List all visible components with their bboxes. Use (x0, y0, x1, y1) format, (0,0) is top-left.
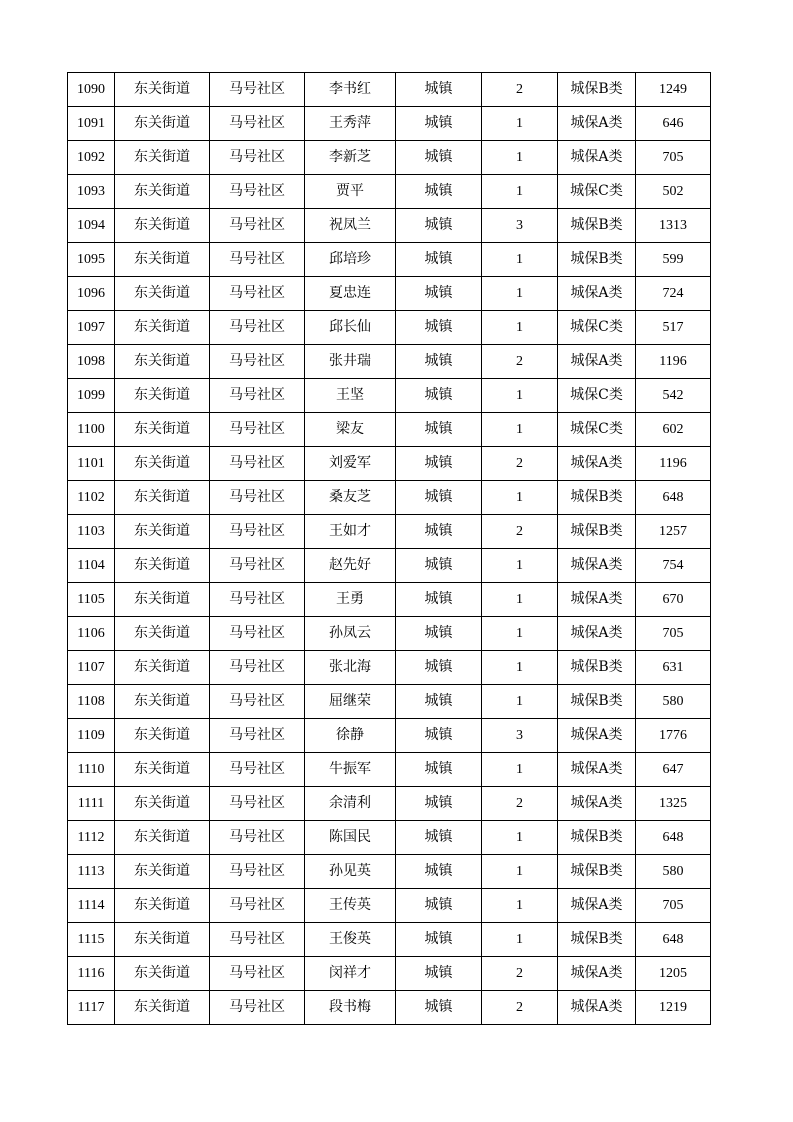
area-type-cell: 城镇 (396, 141, 482, 175)
persons-count-cell: 1 (482, 855, 558, 889)
community-cell: 马号社区 (210, 209, 305, 243)
category-cell: 城保C类 (558, 413, 636, 447)
table-row (68, 277, 711, 311)
community-cell: 马号社区 (210, 583, 305, 617)
area-type-cell: 城镇 (396, 481, 482, 515)
person-name-cell: 刘爱军 (305, 447, 396, 481)
table-row (68, 107, 711, 141)
row-number-cell: 1110 (68, 753, 115, 787)
table-row (68, 243, 711, 277)
row-number-cell: 1102 (68, 481, 115, 515)
row-number-cell: 1090 (68, 73, 115, 107)
amount-cell: 1196 (636, 447, 711, 481)
persons-count-cell: 1 (482, 107, 558, 141)
community-cell: 马号社区 (210, 481, 305, 515)
person-name-cell: 王传英 (305, 889, 396, 923)
street-cell: 东关街道 (115, 379, 210, 413)
category-cell: 城保A类 (558, 719, 636, 753)
persons-count-cell: 1 (482, 413, 558, 447)
row-number-cell: 1114 (68, 889, 115, 923)
amount-cell: 705 (636, 141, 711, 175)
street-cell: 东关街道 (115, 651, 210, 685)
amount-cell: 580 (636, 685, 711, 719)
area-type-cell: 城镇 (396, 345, 482, 379)
person-name-cell: 王勇 (305, 583, 396, 617)
persons-count-cell: 2 (482, 515, 558, 549)
street-cell: 东关街道 (115, 447, 210, 481)
amount-cell: 647 (636, 753, 711, 787)
area-type-cell: 城镇 (396, 277, 482, 311)
area-type-cell: 城镇 (396, 685, 482, 719)
persons-count-cell: 1 (482, 753, 558, 787)
person-name-cell: 李书红 (305, 73, 396, 107)
row-number-cell: 1109 (68, 719, 115, 753)
street-cell: 东关街道 (115, 821, 210, 855)
persons-count-cell: 1 (482, 379, 558, 413)
persons-count-cell: 1 (482, 583, 558, 617)
street-cell: 东关街道 (115, 549, 210, 583)
row-number-cell: 1094 (68, 209, 115, 243)
category-cell: 城保B类 (558, 243, 636, 277)
table-row (68, 481, 711, 515)
area-type-cell: 城镇 (396, 991, 482, 1025)
area-type-cell: 城镇 (396, 617, 482, 651)
street-cell: 东关街道 (115, 107, 210, 141)
table-row (68, 719, 711, 753)
area-type-cell: 城镇 (396, 413, 482, 447)
amount-cell: 542 (636, 379, 711, 413)
area-type-cell: 城镇 (396, 73, 482, 107)
area-type-cell: 城镇 (396, 719, 482, 753)
category-cell: 城保B类 (558, 481, 636, 515)
persons-count-cell: 1 (482, 277, 558, 311)
street-cell: 东关街道 (115, 209, 210, 243)
category-cell: 城保A类 (558, 957, 636, 991)
row-number-cell: 1103 (68, 515, 115, 549)
person-name-cell: 夏忠连 (305, 277, 396, 311)
category-cell: 城保A类 (558, 583, 636, 617)
person-name-cell: 祝凤兰 (305, 209, 396, 243)
community-cell: 马号社区 (210, 889, 305, 923)
street-cell: 东关街道 (115, 753, 210, 787)
persons-count-cell: 1 (482, 651, 558, 685)
community-cell: 马号社区 (210, 311, 305, 345)
person-name-cell: 邱培珍 (305, 243, 396, 277)
community-cell: 马号社区 (210, 651, 305, 685)
row-number-cell: 1113 (68, 855, 115, 889)
street-cell: 东关街道 (115, 481, 210, 515)
amount-cell: 1776 (636, 719, 711, 753)
persons-count-cell: 1 (482, 481, 558, 515)
community-cell: 马号社区 (210, 107, 305, 141)
persons-count-cell: 1 (482, 243, 558, 277)
table-row (68, 345, 711, 379)
community-cell: 马号社区 (210, 413, 305, 447)
persons-count-cell: 2 (482, 787, 558, 821)
person-name-cell: 张井瑞 (305, 345, 396, 379)
row-number-cell: 1108 (68, 685, 115, 719)
category-cell: 城保B类 (558, 209, 636, 243)
street-cell: 东关街道 (115, 413, 210, 447)
amount-cell: 648 (636, 821, 711, 855)
area-type-cell: 城镇 (396, 583, 482, 617)
category-cell: 城保B类 (558, 821, 636, 855)
area-type-cell: 城镇 (396, 957, 482, 991)
amount-cell: 1249 (636, 73, 711, 107)
row-number-cell: 1091 (68, 107, 115, 141)
table-row (68, 889, 711, 923)
community-cell: 马号社区 (210, 719, 305, 753)
community-cell: 马号社区 (210, 821, 305, 855)
amount-cell: 1196 (636, 345, 711, 379)
persons-count-cell: 1 (482, 549, 558, 583)
person-name-cell: 孙见英 (305, 855, 396, 889)
area-type-cell: 城镇 (396, 379, 482, 413)
person-name-cell: 张北海 (305, 651, 396, 685)
area-type-cell: 城镇 (396, 209, 482, 243)
persons-count-cell: 1 (482, 617, 558, 651)
person-name-cell: 王秀萍 (305, 107, 396, 141)
amount-cell: 1219 (636, 991, 711, 1025)
persons-count-cell: 1 (482, 141, 558, 175)
table-row (68, 583, 711, 617)
persons-count-cell: 1 (482, 821, 558, 855)
amount-cell: 602 (636, 413, 711, 447)
street-cell: 东关街道 (115, 719, 210, 753)
person-name-cell: 徐静 (305, 719, 396, 753)
row-number-cell: 1093 (68, 175, 115, 209)
persons-count-cell: 2 (482, 345, 558, 379)
table-row (68, 413, 711, 447)
area-type-cell: 城镇 (396, 175, 482, 209)
row-number-cell: 1098 (68, 345, 115, 379)
row-number-cell: 1116 (68, 957, 115, 991)
row-number-cell: 1095 (68, 243, 115, 277)
community-cell: 马号社区 (210, 957, 305, 991)
persons-count-cell: 1 (482, 923, 558, 957)
category-cell: 城保B类 (558, 651, 636, 685)
area-type-cell: 城镇 (396, 549, 482, 583)
amount-cell: 648 (636, 923, 711, 957)
person-name-cell: 王如才 (305, 515, 396, 549)
area-type-cell: 城镇 (396, 923, 482, 957)
community-cell: 马号社区 (210, 617, 305, 651)
amount-cell: 517 (636, 311, 711, 345)
persons-count-cell: 2 (482, 447, 558, 481)
amount-cell: 502 (636, 175, 711, 209)
street-cell: 东关街道 (115, 311, 210, 345)
category-cell: 城保A类 (558, 141, 636, 175)
community-cell: 马号社区 (210, 277, 305, 311)
person-name-cell: 邱长仙 (305, 311, 396, 345)
person-name-cell: 牛振军 (305, 753, 396, 787)
community-cell: 马号社区 (210, 447, 305, 481)
street-cell: 东关街道 (115, 685, 210, 719)
community-cell: 马号社区 (210, 379, 305, 413)
category-cell: 城保A类 (558, 889, 636, 923)
community-cell: 马号社区 (210, 991, 305, 1025)
community-cell: 马号社区 (210, 753, 305, 787)
street-cell: 东关街道 (115, 515, 210, 549)
person-name-cell: 闵祥才 (305, 957, 396, 991)
category-cell: 城保C类 (558, 379, 636, 413)
persons-count-cell: 1 (482, 311, 558, 345)
category-cell: 城保A类 (558, 277, 636, 311)
amount-cell: 1205 (636, 957, 711, 991)
community-cell: 马号社区 (210, 141, 305, 175)
category-cell: 城保B类 (558, 855, 636, 889)
persons-count-cell: 1 (482, 685, 558, 719)
row-number-cell: 1101 (68, 447, 115, 481)
area-type-cell: 城镇 (396, 889, 482, 923)
table-row (68, 175, 711, 209)
street-cell: 东关街道 (115, 175, 210, 209)
person-name-cell: 屈继荣 (305, 685, 396, 719)
amount-cell: 705 (636, 889, 711, 923)
street-cell: 东关街道 (115, 277, 210, 311)
table-row (68, 855, 711, 889)
area-type-cell: 城镇 (396, 651, 482, 685)
category-cell: 城保A类 (558, 991, 636, 1025)
amount-cell: 670 (636, 583, 711, 617)
row-number-cell: 1096 (68, 277, 115, 311)
person-name-cell: 赵先好 (305, 549, 396, 583)
table-row (68, 311, 711, 345)
table-row (68, 787, 711, 821)
table-row (68, 651, 711, 685)
amount-cell: 631 (636, 651, 711, 685)
table-row (68, 141, 711, 175)
person-name-cell: 桑友芝 (305, 481, 396, 515)
amount-cell: 1325 (636, 787, 711, 821)
category-cell: 城保A类 (558, 753, 636, 787)
category-cell: 城保A类 (558, 549, 636, 583)
persons-count-cell: 2 (482, 957, 558, 991)
street-cell: 东关街道 (115, 617, 210, 651)
persons-count-cell: 2 (482, 73, 558, 107)
area-type-cell: 城镇 (396, 821, 482, 855)
amount-cell: 1257 (636, 515, 711, 549)
person-name-cell: 孙凤云 (305, 617, 396, 651)
amount-cell: 705 (636, 617, 711, 651)
area-type-cell: 城镇 (396, 855, 482, 889)
table-row (68, 821, 711, 855)
street-cell: 东关街道 (115, 583, 210, 617)
person-name-cell: 李新芝 (305, 141, 396, 175)
category-cell: 城保C类 (558, 311, 636, 345)
row-number-cell: 1092 (68, 141, 115, 175)
category-cell: 城保B类 (558, 923, 636, 957)
street-cell: 东关街道 (115, 957, 210, 991)
category-cell: 城保C类 (558, 175, 636, 209)
category-cell: 城保A类 (558, 617, 636, 651)
persons-count-cell: 1 (482, 889, 558, 923)
category-cell: 城保B类 (558, 685, 636, 719)
row-number-cell: 1099 (68, 379, 115, 413)
row-number-cell: 1112 (68, 821, 115, 855)
person-name-cell: 陈国民 (305, 821, 396, 855)
category-cell: 城保B类 (558, 515, 636, 549)
street-cell: 东关街道 (115, 243, 210, 277)
street-cell: 东关街道 (115, 991, 210, 1025)
row-number-cell: 1104 (68, 549, 115, 583)
community-cell: 马号社区 (210, 685, 305, 719)
amount-cell: 646 (636, 107, 711, 141)
row-number-cell: 1111 (68, 787, 115, 821)
category-cell: 城保A类 (558, 787, 636, 821)
street-cell: 东关街道 (115, 787, 210, 821)
community-cell: 马号社区 (210, 787, 305, 821)
row-number-cell: 1106 (68, 617, 115, 651)
street-cell: 东关街道 (115, 345, 210, 379)
persons-count-cell: 3 (482, 209, 558, 243)
community-cell: 马号社区 (210, 73, 305, 107)
community-cell: 马号社区 (210, 549, 305, 583)
community-cell: 马号社区 (210, 923, 305, 957)
ledger-body (68, 73, 711, 1025)
table-row (68, 617, 711, 651)
table-row (68, 549, 711, 583)
table-row (68, 379, 711, 413)
area-type-cell: 城镇 (396, 787, 482, 821)
row-number-cell: 1107 (68, 651, 115, 685)
row-number-cell: 1097 (68, 311, 115, 345)
row-number-cell: 1100 (68, 413, 115, 447)
amount-cell: 648 (636, 481, 711, 515)
amount-cell: 724 (636, 277, 711, 311)
community-cell: 马号社区 (210, 345, 305, 379)
area-type-cell: 城镇 (396, 107, 482, 141)
table-row (68, 991, 711, 1025)
category-cell: 城保B类 (558, 73, 636, 107)
area-type-cell: 城镇 (396, 515, 482, 549)
area-type-cell: 城镇 (396, 447, 482, 481)
table-row (68, 957, 711, 991)
street-cell: 东关街道 (115, 141, 210, 175)
person-name-cell: 梁友 (305, 413, 396, 447)
person-name-cell: 贾平 (305, 175, 396, 209)
person-name-cell: 段书梅 (305, 991, 396, 1025)
amount-cell: 1313 (636, 209, 711, 243)
street-cell: 东关街道 (115, 855, 210, 889)
community-cell: 马号社区 (210, 855, 305, 889)
street-cell: 东关街道 (115, 73, 210, 107)
person-name-cell: 余清利 (305, 787, 396, 821)
community-cell: 马号社区 (210, 175, 305, 209)
community-cell: 马号社区 (210, 515, 305, 549)
street-cell: 东关街道 (115, 923, 210, 957)
category-cell: 城保A类 (558, 447, 636, 481)
area-type-cell: 城镇 (396, 753, 482, 787)
table-row (68, 685, 711, 719)
table-row (68, 447, 711, 481)
person-name-cell: 王俊英 (305, 923, 396, 957)
row-number-cell: 1117 (68, 991, 115, 1025)
row-number-cell: 1115 (68, 923, 115, 957)
amount-cell: 580 (636, 855, 711, 889)
persons-count-cell: 1 (482, 175, 558, 209)
person-name-cell: 王坚 (305, 379, 396, 413)
table-row (68, 753, 711, 787)
table-row (68, 209, 711, 243)
area-type-cell: 城镇 (396, 311, 482, 345)
area-type-cell: 城镇 (396, 243, 482, 277)
community-cell: 马号社区 (210, 243, 305, 277)
ledger-table (67, 72, 711, 1025)
category-cell: 城保A类 (558, 345, 636, 379)
street-cell: 东关街道 (115, 889, 210, 923)
table-row (68, 515, 711, 549)
amount-cell: 754 (636, 549, 711, 583)
persons-count-cell: 3 (482, 719, 558, 753)
category-cell: 城保A类 (558, 107, 636, 141)
table-row (68, 73, 711, 107)
persons-count-cell: 2 (482, 991, 558, 1025)
amount-cell: 599 (636, 243, 711, 277)
table-row (68, 923, 711, 957)
row-number-cell: 1105 (68, 583, 115, 617)
